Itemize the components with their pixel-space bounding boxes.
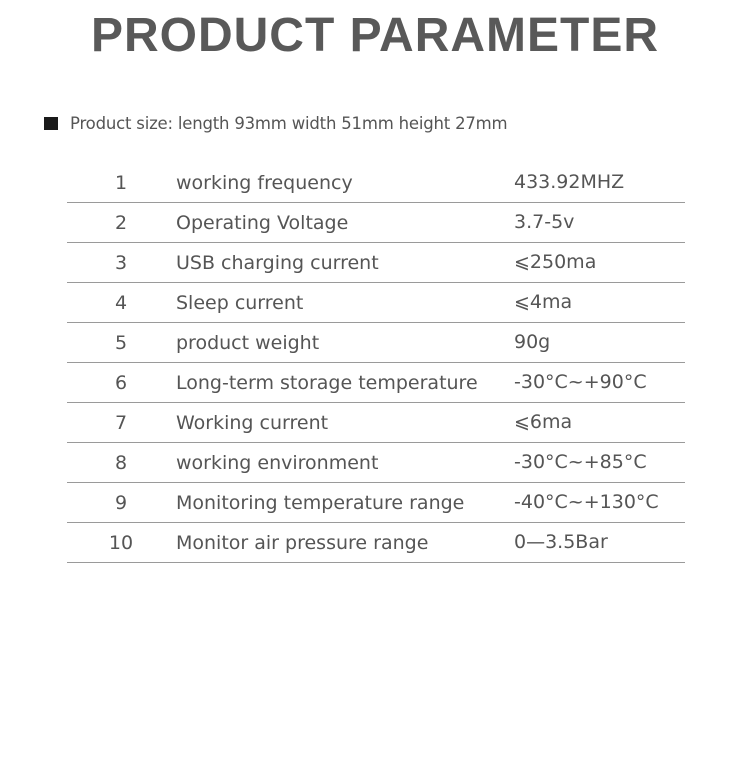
table-row — [67, 483, 685, 523]
parameter-value: 433.92MHZ — [514, 171, 625, 193]
table-row — [67, 323, 685, 363]
parameter-name: working frequency — [176, 172, 353, 194]
row-number: 10 — [108, 532, 134, 554]
square-bullet-icon — [44, 117, 58, 130]
parameter-value: ⩽250ma — [514, 251, 597, 273]
parameter-name: Long-term storage temperature — [176, 372, 478, 394]
table-row — [67, 523, 685, 563]
page-title: PRODUCT PARAMETER — [90, 9, 660, 62]
parameter-name: working environment — [176, 452, 379, 474]
table-row — [67, 203, 685, 243]
row-number: 6 — [114, 372, 128, 394]
parameter-name: Sleep current — [176, 292, 304, 314]
row-number: 2 — [114, 212, 128, 234]
row-number: 4 — [114, 292, 128, 314]
product-size-line — [44, 112, 507, 134]
row-number: 5 — [114, 332, 128, 354]
parameter-name: Monitor air pressure range — [176, 532, 429, 554]
parameter-value: 3.7-5v — [514, 211, 575, 233]
parameter-value: 90g — [514, 331, 551, 353]
table-row — [67, 163, 685, 203]
parameter-table — [67, 163, 685, 563]
parameter-value: ⩽4ma — [514, 291, 573, 313]
row-number: 7 — [114, 412, 128, 434]
row-number: 8 — [114, 452, 128, 474]
parameter-value: 0—3.5Bar — [514, 531, 608, 553]
parameter-value: ⩽6ma — [514, 411, 573, 433]
table-row — [67, 283, 685, 323]
parameter-name: Monitoring temperature range — [176, 492, 465, 514]
parameter-name: Operating Voltage — [176, 212, 349, 234]
parameter-value: -30°C~+90°C — [514, 371, 647, 393]
row-number: 3 — [114, 252, 128, 274]
table-row — [67, 403, 685, 443]
parameter-name: product weight — [176, 332, 320, 354]
parameter-value: -30°C~+85°C — [514, 451, 647, 473]
parameter-name: Working current — [176, 412, 329, 434]
row-number: 1 — [114, 172, 128, 194]
table-row — [67, 443, 685, 483]
parameter-name: USB charging current — [176, 252, 379, 274]
parameter-value: -40°C~+130°C — [514, 491, 659, 513]
table-row — [67, 363, 685, 403]
table-row — [67, 243, 685, 283]
row-number: 9 — [114, 492, 128, 514]
product-size-text: Product size: length 93mm width 51mm height 27mm — [70, 113, 508, 133]
